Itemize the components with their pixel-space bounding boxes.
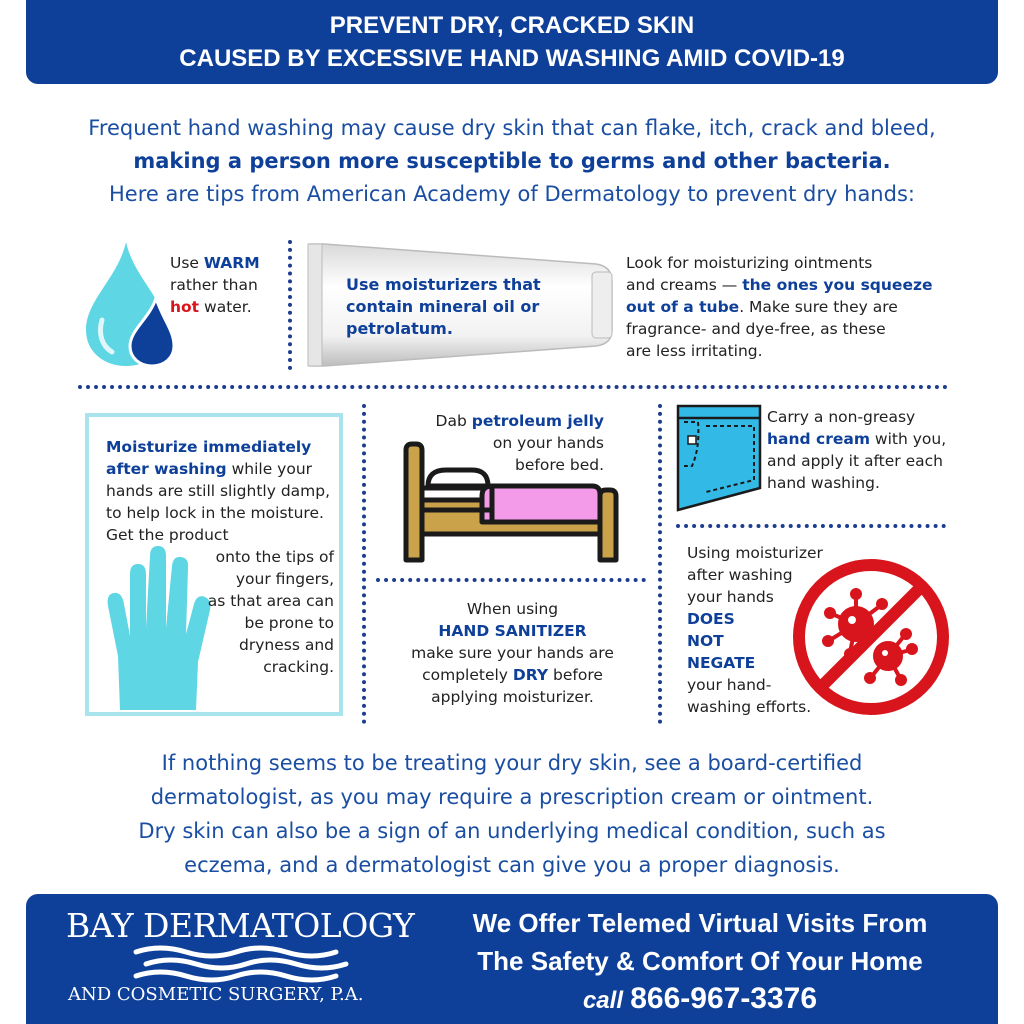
logo-subtitle: AND COSMETIC SURGERY, P.A. <box>68 984 364 1005</box>
cta-block <box>430 904 970 1020</box>
header-title-line1: PREVENT DRY, CRACKED SKIN <box>329 12 695 39</box>
divider-h1 <box>78 385 948 389</box>
waves-icon <box>130 944 360 986</box>
tip-ointments-l3b: . Make sure they are <box>739 298 898 316</box>
tip-carry-l4: hand washing. <box>767 474 880 492</box>
tip-warm-text2: rather than <box>170 276 258 294</box>
tip-warm-highlight: WARM <box>203 254 260 272</box>
intro-line2: making a person more susceptible to germs and other bacteria. <box>133 149 891 173</box>
tip-negate-l7: your hand- <box>687 676 772 694</box>
tip-immediately-l2: onto the tips of <box>215 548 334 566</box>
divider-h2 <box>376 578 646 582</box>
water-drop-icon <box>82 238 182 370</box>
tip-carry-l2b: with you, <box>869 430 947 448</box>
tip-sanitizer-l4a: completely <box>422 666 513 684</box>
tip-hot-highlight: hot <box>170 298 200 316</box>
tip-warm-water <box>170 252 280 318</box>
bed-icon <box>396 440 626 566</box>
outro-l3: Dry skin can also be a sign of an underlying medical condition, such as <box>138 819 886 843</box>
tip-ointments-l5: are less irritating. <box>626 342 763 360</box>
tip-carry-l2a: hand cream <box>767 430 870 448</box>
tip-warm-text1: Use <box>170 254 204 272</box>
tip-jelly-a: Dab <box>435 412 472 430</box>
intro-line1: Frequent hand washing may cause dry skin that can flake, itch, crack and bleed, <box>88 116 936 140</box>
tip-sanitizer-l4b: DRY <box>512 666 549 684</box>
tip-jelly-b: petroleum jelly <box>471 412 604 430</box>
cta-line2: The Safety & Comfort Of Your Home <box>477 946 923 976</box>
outro-l2: dermatologist, as you may require a prescription cream or ointment. <box>150 785 874 809</box>
tip-negate-l8: washing efforts. <box>687 698 812 716</box>
tip-ointments-l4: fragrance- and dye-free, as these <box>626 320 886 338</box>
tube-label: Use moisturizers that contain mineral oil or petrolatum. <box>346 275 541 338</box>
tip-negate-l6: NEGATE <box>687 654 756 672</box>
tip-negate-l3: your hands <box>687 588 774 606</box>
header-banner <box>26 0 998 84</box>
tip-immediately <box>106 436 334 678</box>
tip-immediately-l7: cracking. <box>263 658 334 676</box>
tip-immediately-l3: your fingers, <box>235 570 334 588</box>
call-label: call <box>582 987 623 1014</box>
tip-carry <box>767 406 967 494</box>
tip-negate-l1: Using moisturizer <box>687 544 823 562</box>
tip-immediately-l6: dryness and <box>239 636 334 654</box>
tip-sanitizer-l3: make sure your hands are <box>411 644 614 662</box>
outro-l1: If nothing seems to be treating your dry skin, see a board-certified <box>161 751 863 775</box>
tip-carry-l3: and apply it after each <box>767 452 943 470</box>
tip-negate-l5: NOT <box>687 632 724 650</box>
tip-sanitizer <box>380 598 645 708</box>
tip-carry-l1: Carry a non-greasy <box>767 408 916 426</box>
tip-sanitizer-l4c: before <box>548 666 603 684</box>
intro-line3: Here are tips from American Academy of Dermatology to prevent dry hands: <box>109 182 915 206</box>
tip-ointments <box>626 252 956 362</box>
tip-sanitizer-l5: applying moisturizer. <box>431 688 594 706</box>
tip-jelly-d: before bed. <box>515 456 604 474</box>
tip-sanitizer-l2: HAND SANITIZER <box>438 622 587 640</box>
logo-title: BAY DERMATOLOGY <box>66 906 415 945</box>
divider-h3 <box>676 524 946 528</box>
tip-negate-l2: after washing <box>687 566 793 584</box>
tip-ointments-l2b: the ones you squeeze <box>742 276 933 294</box>
phone-number[interactable]: 866-967-3376 <box>630 982 818 1015</box>
tip-sanitizer-l1: When using <box>466 600 559 618</box>
tip-immediately-rest: while your hands are still slightly damp, to help lock in the moisture. Get the product <box>106 460 331 544</box>
tip-ointments-l2a: and creams — <box>626 276 743 294</box>
tip-immediately-l5: be prone to <box>244 614 334 632</box>
outro-text <box>0 746 1024 882</box>
tip-immediately-l4: as that area can <box>207 592 334 610</box>
intro-text <box>0 112 1024 211</box>
tip-warm-text3: water. <box>199 298 252 316</box>
tip-ointments-l1: Look for moisturizing ointments <box>626 254 873 272</box>
jeans-pocket-icon <box>676 404 762 512</box>
tip-negate <box>687 542 837 718</box>
divider-v3 <box>658 404 662 724</box>
tip-negate-l4: DOES <box>687 610 735 628</box>
divider-v2 <box>362 404 366 724</box>
divider-v1 <box>288 240 292 370</box>
header-title-line2: CAUSED BY EXCESSIVE HAND WASHING AMID COVID-19 <box>179 45 845 72</box>
tip-jelly-c: on your hands <box>492 434 604 452</box>
tip-immediately-bold: Moisturize immediately after washing <box>106 438 312 478</box>
cta-line1: We Offer Telemed Virtual Visits From <box>472 908 928 938</box>
tip-ointments-l3a: out of a tube <box>626 298 740 316</box>
outro-l4: eczema, and a dermatologist can give you a proper diagnosis. <box>184 853 840 877</box>
